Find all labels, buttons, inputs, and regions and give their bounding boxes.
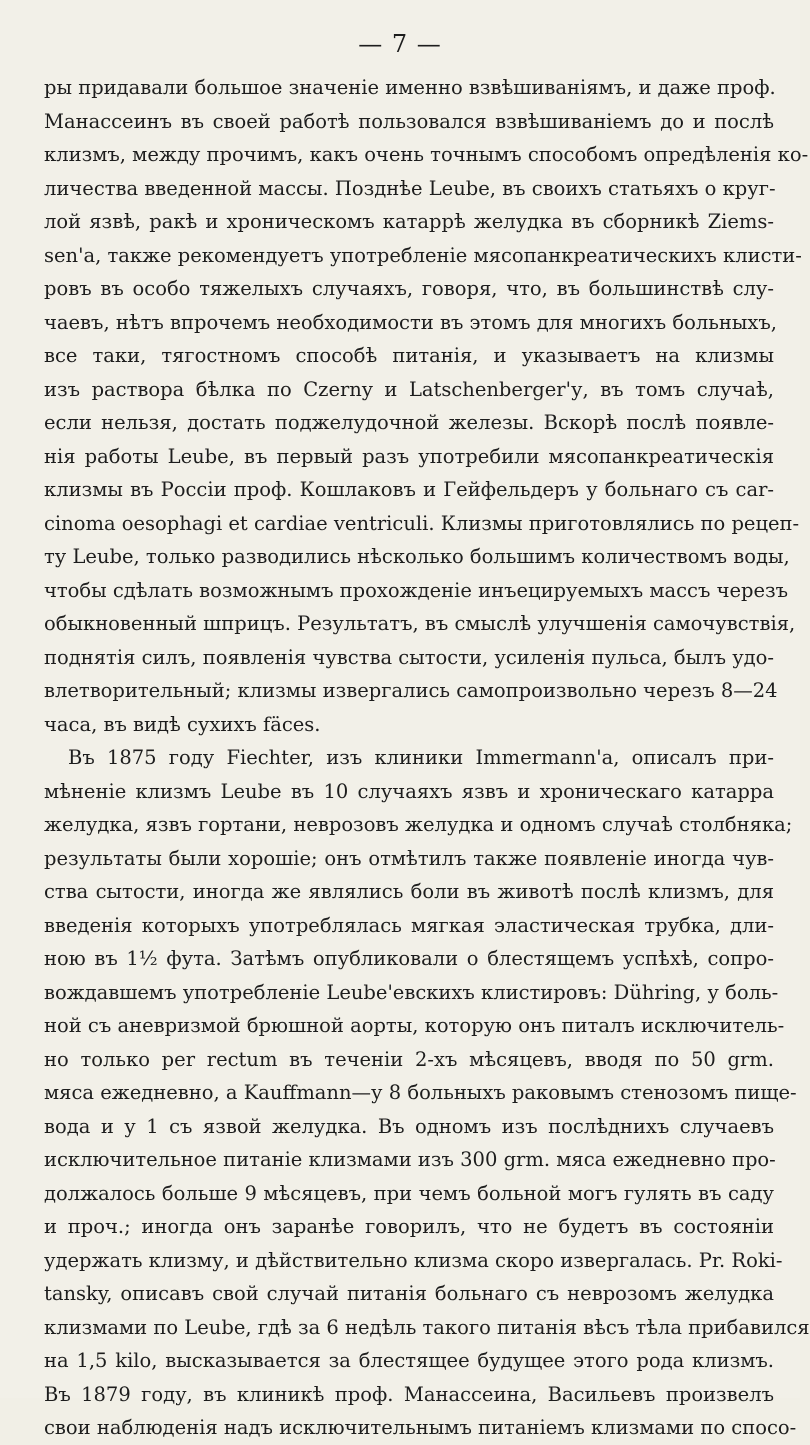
text-line: клизмъ, между прочимъ, какъ очень точнымъ способомъ опредѣленія ко- (44, 143, 809, 166)
text-line: чтобы сдѣлать возможнымъ прохожденіе инъецируемыхъ массъ черезъ (44, 578, 789, 602)
text-line: Манассеинъ въ своей работѣ пользовался взвѣшиваніемъ до и послѣ (44, 109, 774, 133)
text-line: и проч.; иногда онъ заранѣе говорилъ, что не будетъ въ состояніи (44, 1215, 774, 1238)
text-line: на 1,5 kilo, высказывается за блестящее будущее этого рода клизмъ. (44, 1349, 774, 1372)
text-line: чаевъ, нѣтъ впрочемъ необходимости въ этомъ для многихъ больныхъ, (44, 310, 777, 334)
text-line: Въ 1879 году, въ клиникѣ проф. Манассеина, Васильевъ произвелъ (44, 1382, 774, 1406)
text-line: клизмами по Leube, гдѣ за 6 недѣль такого питанія вѣсъ тѣла прибавился (44, 1315, 810, 1339)
text-line: влетворительный; клизмы извергались самопроизвольно черезъ 8—24 (44, 679, 778, 702)
text-line: sen'a, также рекомендуетъ употребленіе мясопанкреатическихъ клисти- (44, 243, 802, 267)
text-line: свои наблюденія надъ исключительнымъ питаніемъ клизмами по спосо- (44, 1416, 797, 1439)
text-line: ры придавали большое значеніе именно взвѣшиваніямъ, и даже проф. (44, 76, 776, 99)
text-line: часа, въ видѣ сухихъ fäces. (44, 712, 321, 736)
text-line: должалось больше 9 мѣсяцевъ, при чемъ больной могъ гулять въ саду (44, 1181, 774, 1205)
text-line: ства сытости, иногда же являлись боли въ животѣ послѣ клизмъ, для (44, 880, 774, 903)
body-text (44, 71, 810, 1445)
text-line: введенія которыхъ употреблялась мягкая эластическая трубка, дли- (44, 913, 774, 937)
text-line: исключительное питаніе клизмами изъ 300 grm. мяса ежедневно про- (44, 1148, 776, 1171)
text-line: изъ раствора бѣлка по Czerny и Latschenberger'у, въ томъ случаѣ, (44, 377, 774, 401)
text-line: ровъ въ особо тяжелыхъ случаяхъ, говоря, что, въ большинствѣ слу- (44, 277, 774, 300)
text-line: вождавшемъ употребленіе Leube'евскихъ клистировъ: Dühring, у боль- (44, 980, 779, 1004)
text-line: Въ 1875 году Fiechter, изъ клиники Immermann'a, описалъ при- (68, 746, 774, 769)
text-line: tansky, описавъ свой случай питанія больнаго съ неврозомъ желудка (44, 1282, 774, 1305)
text-line: если нельзя, достать поджелудочной железы. Вскорѣ послѣ появле- (44, 411, 774, 434)
text-line: желудка, язвъ гортани, неврозовъ желудка и одномъ случаѣ столбняка; (44, 813, 793, 836)
text-line: вода и у 1 съ язвой желудка. Въ одномъ изъ послѣднихъ случаевъ (44, 1114, 774, 1138)
text-line: мяса ежедневно, а Kauffmann—у 8 больныхъ раковымъ стенозомъ пище- (44, 1081, 797, 1104)
text-line: ту Leube, только разводились нѣсколько большимъ количествомъ воды, (44, 545, 790, 568)
text-line: ною въ 1½ фута. Затѣмъ опубликовали о блестящемъ успѣхѣ, сопро- (44, 947, 774, 970)
text-line: клизмы въ Россіи проф. Кошлаковъ и Гейфельдеръ у больнаго съ car- (44, 478, 774, 501)
text-line: поднятія силъ, появленія чувства сытости, усиленія пульса, былъ удо- (44, 645, 774, 669)
text-line: результаты были хорошіе; онъ отмѣтилъ также появленіе иногда чув- (44, 846, 774, 870)
page-number: — 7 — (358, 30, 442, 58)
text-line: удержать клизму, и дѣйствительно клизма скоро извергалась. Pr. Roki- (44, 1248, 783, 1272)
text-line: все таки, тягостномъ способѣ питанія, и указываетъ на клизмы (44, 344, 774, 367)
text-line: но только per rectum въ теченіи 2-хъ мѣсяцевъ, вводя по 50 grm. (44, 1047, 774, 1071)
text-line: личества введенной массы. Позднѣе Leube, въ своихъ статьяхъ о круг- (44, 176, 776, 200)
text-line: нія работы Leube, въ первый разъ употребили мясопанкреатическія (44, 444, 774, 468)
text-line: ной съ аневризмой брюшной аорты, которую онъ питалъ исключитель- (44, 1014, 785, 1037)
text-line: cinoma oesophagi et cardiae ventriculi. Клизмы приготовлялись по рецеп- (44, 511, 800, 535)
text-line: лой язвѣ, ракѣ и хроническомъ катаррѣ желудка въ сборникѣ Ziems- (44, 210, 774, 233)
text-line: обыкновенный шприцъ. Результатъ, въ смыслѣ улучшенія самочувствія, (44, 612, 796, 635)
text-line: мѣненіе клизмъ Leube въ 10 случаяхъ язвъ и хроническаго катарра (44, 779, 774, 803)
